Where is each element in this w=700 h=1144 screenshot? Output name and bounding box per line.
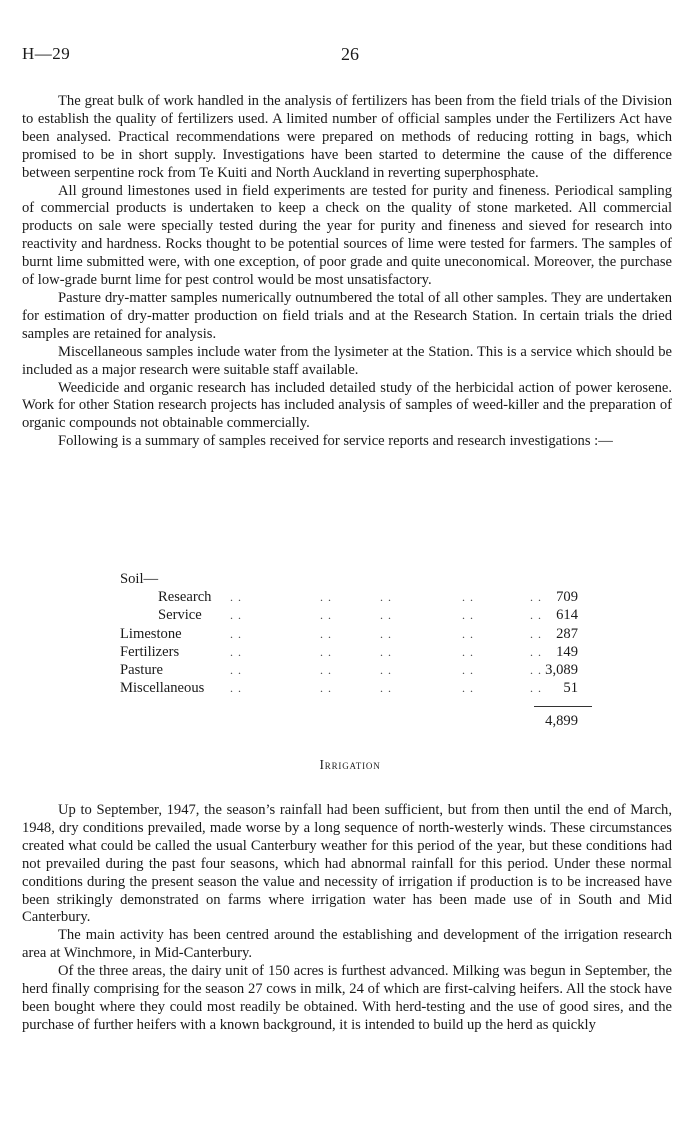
- paragraph-rainfall: Up to September, 1947, the season’s rainfall had been sufficient, but from then until the end of March, 1948, dry conditions prevailed, made worse by a long sequence of north-westerly winds. These circumstances created what could be called the usual Canterbury weather for this period of the year, but these conditions had not prevailed during the past four seasons, which had abnormal rainfall for this period. Under these normal conditions during the present season the value and necessity of irrigation if production is to be increased have been strikingly demonstrated on farms where irrigation water has been made use of in South and Mid Canterbury.: [22, 802, 672, 926]
- paragraph-winchmore: The main activity has been centred around the establishing and development of the irrigation research area at Winchmore, in Mid-Canterbury.: [22, 927, 672, 962]
- row-label: Limestone: [120, 625, 182, 642]
- samples-summary-table: [22, 570, 672, 729]
- row-value: 287: [556, 625, 578, 642]
- row-value: 3,089: [545, 661, 578, 678]
- table-row: Fertilizers . . . . . . . . . . 149: [120, 643, 578, 660]
- row-label: Pasture: [120, 661, 163, 678]
- row-value: 149: [556, 643, 578, 660]
- table-row: Pasture . . . . . . . . . . 3,089: [120, 661, 578, 678]
- row-label: Service: [158, 607, 202, 624]
- paragraph-miscellaneous: Miscellaneous samples include water from the lysimeter at the Station. This is a service which should be included as a major research were suitable staff available.: [22, 343, 672, 378]
- table-row: Service . . . . . . . . . . 614: [158, 607, 578, 624]
- paragraph-fertilizers: The great bulk of work handled in the analysis of fertilizers has been from the field trials of the Division to establish the quality of fertilizers used. A limited number of official samples under the Fertilizers Act have been analysed. Practical recommendations were prepared on methods of reducing rotting in bags, which promised to be in short supply. Investigations have been started to determine the cause of the difference between serpentine rock from Te Kuiti and North Auckland in reverting superphosphate.: [22, 93, 672, 181]
- page-number: 26: [341, 44, 359, 64]
- table-row: Research . . . . . . . . . . 709: [158, 589, 578, 606]
- paragraph-weedicide: Weedicide and organic research has included detailed study of the herbicidal action of power kerosene. Work for other Station research projects has included analysis of samples of weed-killer and the preparation of organic compounds not obtainable commercially.: [22, 379, 672, 432]
- row-value: 51: [563, 680, 578, 697]
- row-value: 614: [556, 607, 578, 624]
- body-text-top: [22, 93, 672, 451]
- row-label: Miscellaneous: [120, 680, 205, 697]
- row-label: Research: [158, 589, 212, 606]
- row-label: Fertilizers: [120, 643, 180, 660]
- paragraph-summary-intro: Following is a summary of samples received for service reports and research investigations :—: [58, 433, 613, 450]
- table-total: 4,899: [545, 713, 578, 729]
- paragraph-dairy-unit: Of the three areas, the dairy unit of 150 acres is furthest advanced. Milking was begun in September, the herd finally comprising for the season 27 cows in milk, 24 of which are first-calving heifers. All the stock have been bought where they could most readily be obtained. With herd-testing and the use of good sires, and the purchase of further heifers with a known background, it is intended to build up the herd as quickly: [22, 963, 672, 1033]
- section-heading-irrigation: Irrigation: [319, 757, 381, 772]
- table-row: Limestone . . . . . . . . . . 287: [120, 625, 578, 642]
- table-row: Miscellaneous . . . . . . . . . . 51: [120, 680, 578, 697]
- paragraph-pasture: Pasture dry-matter samples numerically outnumbered the total of all other samples. They are undertaken for estimation of dry-matter production on field trials and at the Research Station. In certain trials the dried samples are retained for analysis.: [22, 289, 672, 342]
- row-label: Soil—: [120, 571, 159, 587]
- total-rule: [534, 706, 592, 707]
- row-value: 709: [556, 589, 578, 606]
- table-row: [22, 570, 672, 588]
- body-text-irrigation: [22, 802, 672, 1035]
- paragraph-limestone: All ground limestones used in field experiments are tested for purity and fineness. Periodical sampling of commercial products is undertaken to keep a check on the quality of stone marketed. All commercial products on sale were specially tested during the year for purity and fineness and sieved for research into reactivity and hardness. Rocks thought to be potential sources of lime were tested for farmers. The samples of burnt lime submitted were, with one exception, of poor grade and quite uneconomical. Moreover, the purchase of low-grade burnt lime for pest control would be most unsatisfactory.: [22, 182, 672, 289]
- report-reference: H—29: [22, 44, 71, 63]
